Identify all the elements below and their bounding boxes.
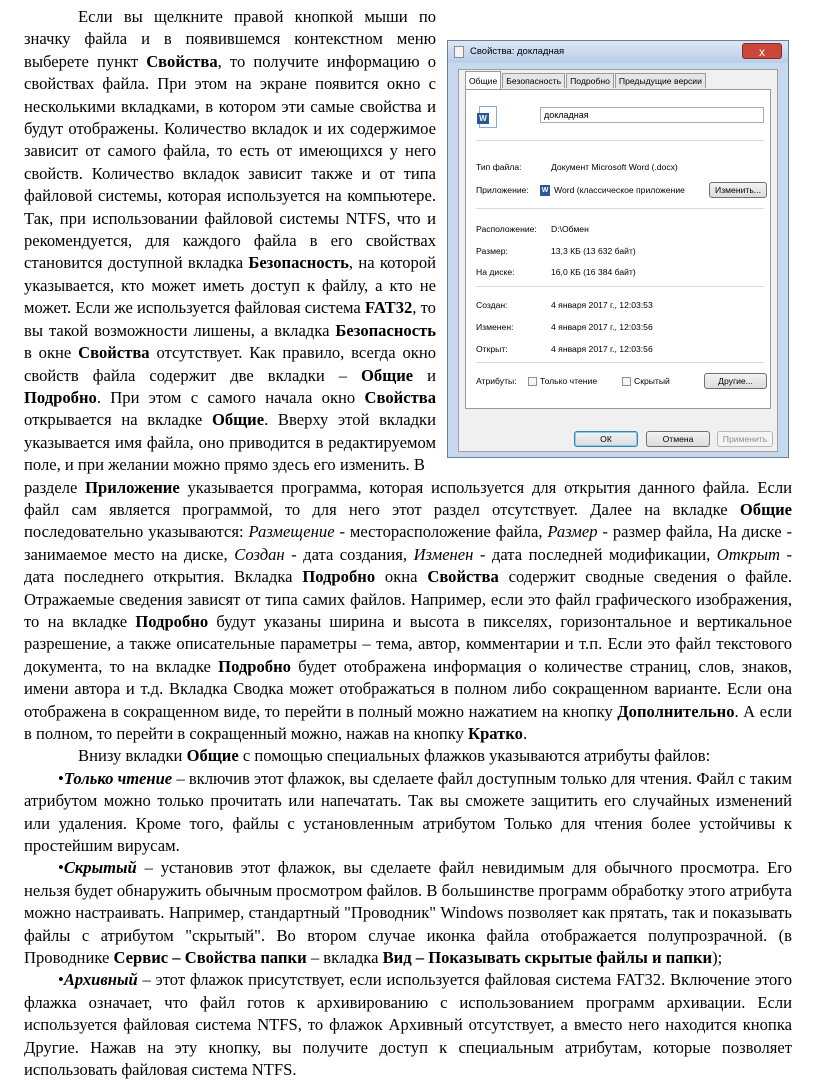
location-label: Расположение: [476,224,537,234]
app-label: Приложение: [476,185,529,195]
cancel-button[interactable]: Отмена [646,431,710,447]
type-label: Тип файла: [476,162,522,172]
location-value: D:\Обмен [551,224,589,234]
list-item-hidden: •Скрытый – установив этот флажок, вы сделаете файл невидимым для обычного просмотра. Его нельзя будет обнаружить обычным просмотром файлов. В большинстве программ обработку этого атрибута можно настраивать. Например, стандартный "Проводник" Windows позволяет как прятать, так и показывать файлы с атрибутом "скрытый". Во втором случае иконка файла отображается полупрозрачной. (в Проводнике Сервис – Свойства папки – вкладка Вид – Показывать скрытые файлы и папки); [24,858,792,968]
other-attributes-button[interactable]: Другие... [704,373,767,389]
bullet-icon: • [58,970,64,990]
general-panel [465,89,771,409]
size-label: Размер: [476,246,508,256]
dialog-titlebar[interactable] [448,41,788,63]
tab-previous-versions[interactable]: Предыдущие версии [615,73,706,88]
app-value: Word (классическое приложение [554,185,685,195]
disk-size-label: На диске: [476,267,515,277]
disk-size-value: 16,0 КБ (16 384 байт) [551,267,636,277]
bullet-icon: • [58,858,64,878]
document-icon [454,46,464,58]
paragraph-intro: Если вы щелкните правой кнопкой мыши по значку файла и в появившемся контекстном меню выберете пункт Свойства, то получите информацию о свойствах файла. При этом на экране появится окно с несколькими вкладками, в котором эти самые свойства и будут отображены. Количество вкладок и их содержимое зависит от самого файла, то есть от имеющихся у него свойств. Количество вкладок зависит также и от типа файловой системы, которая используется на компьютере. Так, при использовании файловой системы NTFS, что и рекомендуется, для каждого файла в его свойствах становится доступной вкладка Безопасность, на которой указывается, кто может иметь доступ к файлу, а кто не может. Если же используется файловая система FAT32, то вы такой возможности лишены, а вкладка Безопасность в окне Свойства отсутствует. Как правило, всегда окно свойств файла содержит две вкладки – Общие и Подробно. При этом с самого начала окно Свойства открывается на вкладке Общие. Вверху этой вкладки указывается имя файла, оно приводится в редактируемом поле, и при желании можно прямо здесь его изменить. В [24,7,436,475]
change-button[interactable]: Изменить... [709,182,767,198]
created-label: Создан: [476,300,508,310]
modified-value: 4 января 2017 г., 12:03:56 [551,322,653,332]
paragraph-application: разделе Приложение указывается программа, которая используется для открытия данного файла. Если файл сам является программой, то для него этот раздел отсутствует. Далее на вкладке Общие последовательно указываются: Размещение - месторасположение файла, Размер - размер файла, На диске - занимаемое место на диске, Создан - дата создания, Изменен - дата последней модификации, Открыт - дата последнего открытия. Вкладка Подробно окна Свойства содержит сводные сведения о файле. Отражаемые сведения зависят от типа самих файлов. Например, если это файл графического изображения, то на вкладке Подробно будут указаны ширина и высота в пикселях, горизонтальное и вертикальное разрешение, а также описательные параметры – тема, автор, комментарии и т.п. Если это файл текстового документа, то на вкладке Подробно будет отображена информация о количестве страниц, слов, знаков, имени автора и т.д. Вкладка Сводка может отображаться в полном либо сокращенном варианте. Если она отображена в сокращенном виде, то перейти в полный можно нажатием на кнопку Дополнительно. А если в полном, то перейти в сокращенный можно, нажав на кнопку Кратко. [24,477,793,743]
opened-label: Открыт: [476,344,508,354]
paragraph-attributes-intro: Внизу вкладки Общие с помощью специальных флажков указываются атрибуты файлов: [78,746,711,766]
tab-security[interactable]: Безопасность [502,73,565,88]
size-value: 13,3 КБ (13 632 байт) [551,246,636,256]
hidden-label: Скрытый [634,376,670,386]
readonly-checkbox[interactable] [528,377,537,386]
modified-label: Изменен: [476,322,514,332]
divider [476,362,764,363]
hidden-checkbox[interactable] [622,377,631,386]
type-value: Документ Microsoft Word (.docx) [551,162,678,172]
tab-details[interactable]: Подробно [566,73,614,88]
divider [476,286,764,287]
attributes-label: Атрибуты: [476,376,517,386]
divider [476,140,764,141]
list-item-archive: •Архивный – этот флажок присутствует, если используется файловая система FAT32. Включение этого флажка означает, что файл готов к архивированию с использованием программ архивации. Если используется файловая система NTFS, то флажок Архивный отсутствует, а вместо него находится кнопка Другие. Нажав на эту кнопку, вы получите доступ к специальным атрибутам, которые позволяет использовать файловая система NTFS. [24,970,792,1080]
apply-button[interactable]: Применить [717,431,773,447]
dialog-body [458,69,778,452]
tab-strip [465,73,707,89]
divider [476,208,764,209]
bullet-icon: • [58,768,64,788]
word-app-icon: W [541,187,549,194]
opened-value: 4 января 2017 г., 12:03:56 [551,344,653,354]
word-file-icon: W [479,106,497,128]
readonly-label: Только чтение [540,376,598,386]
created-value: 4 января 2017 г., 12:03:53 [551,300,653,310]
tab-general[interactable]: Общие [465,71,501,89]
properties-dialog [447,40,789,458]
list-item-readonly: •Только чтение – включив этот флажок, вы сделаете файл доступным только для чтения. Файл с таким атрибутом можно только прочитать или напечатать. Так вы сможете защитить его случайных изменений или удаления. Кроме того, файлы с установленным атрибутом Только для чтения более устойчивы к простейшим вирусам. [24,768,793,856]
close-button[interactable]: x [742,43,782,59]
dialog-title: Свойства: докладная [470,46,565,57]
file-name-input[interactable]: докладная [540,107,764,123]
ok-button[interactable]: ОК [574,431,638,447]
